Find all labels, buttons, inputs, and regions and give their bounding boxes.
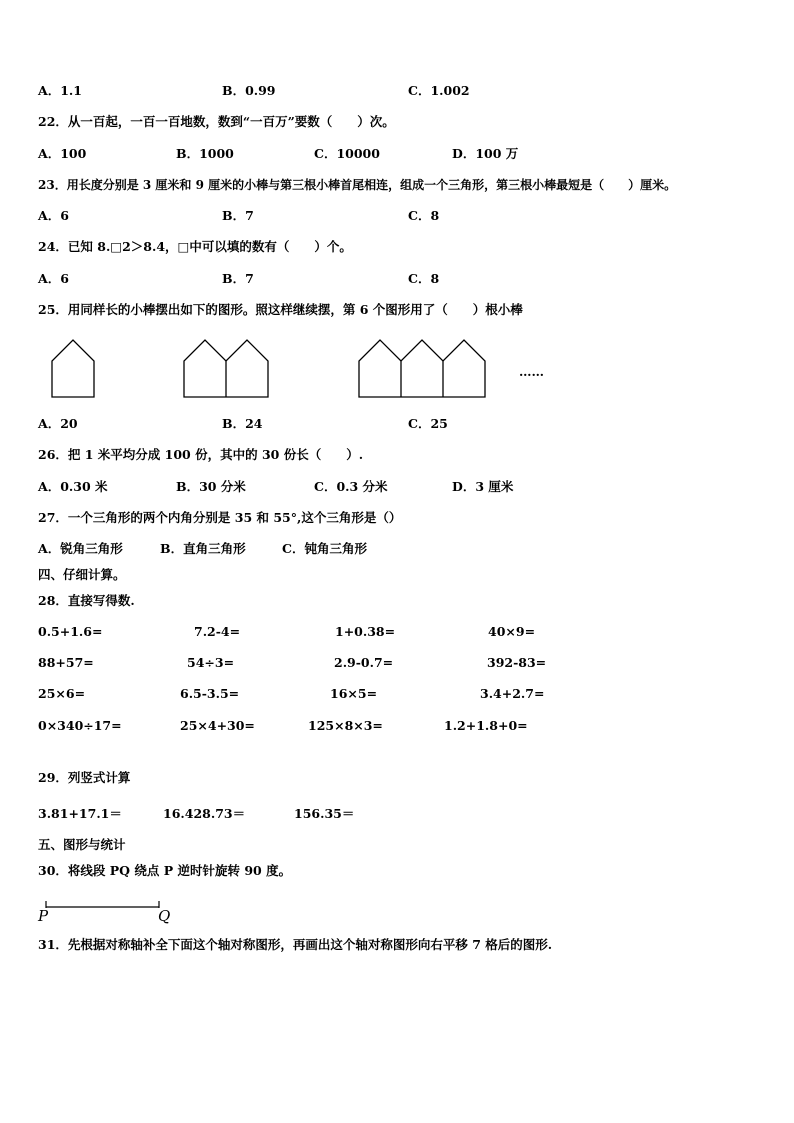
q26-text: 26．把 1 米平均分成 100 份，其中的 30 份长（ ）. (38, 447, 364, 462)
q25-option-a: A．20 (38, 416, 78, 431)
calc-item: 7.2-4= (194, 624, 241, 639)
q31-text: 31．先根据对称轴补全下面这个轴对称图形，再画出这个轴对称图形向右平移 7 格后的图形. (38, 937, 553, 952)
vertical-calc-item: 156.35＝ (294, 806, 355, 821)
q24-option-a: A．6 (38, 271, 69, 286)
calc-item: 0×340÷17= (38, 718, 122, 733)
q27-text: 27．一个三角形的两个内角分别是 35 和 55°,这个三角形是（） (38, 510, 402, 525)
q21-option-b: B．0.99 (222, 83, 276, 98)
calc-item: 1+0.38= (335, 624, 396, 639)
q22-option-c: C．10000 (314, 146, 380, 161)
q27-option-b: B．直角三角形 (160, 541, 246, 556)
point-p-label: P (38, 907, 49, 925)
q26-option-b: B．30 分米 (176, 479, 246, 494)
calc-item: 6.5-3.5= (180, 686, 240, 701)
q26-option-d: D．3 厘米 (452, 479, 514, 494)
calc-item: 88+57= (38, 655, 94, 670)
vertical-calc-item: 3.81+17.1＝ (38, 806, 122, 821)
q30-text: 30．将线段 PQ 绕点 P 逆时针旋转 90 度。 (38, 863, 292, 878)
calc-item: 3.4+2.7= (480, 686, 545, 701)
q25-continuation-dots: …… (519, 364, 544, 379)
q27-option-a: A．锐角三角形 (38, 541, 123, 556)
calc-item: 0.5+1.6= (38, 624, 103, 639)
q24-option-b: B．7 (222, 271, 254, 286)
q22-option-d: D．100 万 (452, 146, 519, 161)
calc-item: 40×9= (488, 624, 536, 639)
q25-text: 25．用同样长的小棒摆出如下的图形。照这样继续摆，第 6 个图形用了（ ）根小棒 (38, 302, 523, 317)
calc-item: 125×8×3= (308, 718, 383, 733)
q23-option-a: A．6 (38, 208, 69, 223)
q21-option-a: A．1.1 (38, 83, 82, 98)
section-5-heading: 五、图形与统计 (38, 837, 126, 852)
q29-text: 29．列竖式计算 (38, 770, 131, 785)
q26-option-c: C．0.3 分米 (314, 479, 388, 494)
q22-option-b: B．1000 (176, 146, 234, 161)
q21-option-c: C．1.002 (408, 83, 470, 98)
q25-option-c: C．25 (408, 416, 448, 431)
q23-text: 23．用长度分别是 3 厘米和 9 厘米的小棒与第三根小棒首尾相连，组成一个三角形，第三根小棒最短是（ ）厘米。 (38, 178, 677, 192)
calc-item: 25×4+30= (180, 718, 255, 733)
calc-item: 54÷3= (187, 655, 235, 670)
section-4-heading: 四、仔细计算。 (38, 567, 126, 582)
q26-option-a: A．0.30 米 (38, 479, 108, 494)
q27-option-c: C．钝角三角形 (282, 541, 367, 556)
vertical-calc-item: 16.428.73＝ (163, 806, 246, 821)
point-q-label: Q (158, 907, 171, 925)
calc-item: 392-83= (487, 655, 547, 670)
q22-text: 22．从一百起，一百一百地数，数到“一百万”要数（ ）次。 (38, 114, 395, 129)
q23-option-b: B．7 (222, 208, 254, 223)
q23-option-c: C．8 (408, 208, 440, 223)
q24-text: 24．已知 8.□2＞8.4，□中可以填的数有（ ）个。 (38, 239, 352, 254)
calc-item: 2.9-0.7= (334, 655, 394, 670)
q25-option-b: B．24 (222, 416, 263, 431)
q22-option-a: A．100 (38, 146, 87, 161)
q24-option-c: C．8 (408, 271, 440, 286)
calc-item: 16×5= (330, 686, 378, 701)
calc-item: 1.2+1.8+0= (444, 718, 528, 733)
calc-item: 25×6= (38, 686, 86, 701)
q28-text: 28．直接写得数. (38, 593, 135, 608)
